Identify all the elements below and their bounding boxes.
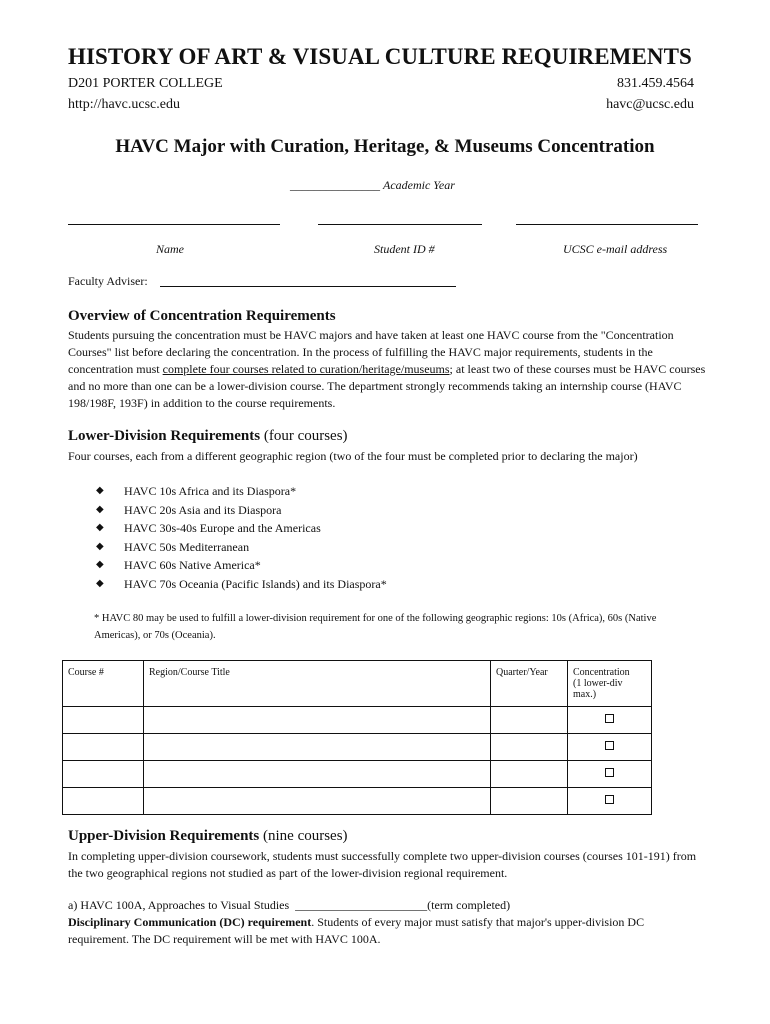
lower-division-item xyxy=(96,501,387,520)
lower-division-item-label: HAVC 70s Oceania (Pacific Islands) and its Diaspora* xyxy=(124,576,387,591)
dc-requirement: Disciplinary Communication (DC) requirement. Students of every major must satisfy that major's upper-division DC requirement. The DC requirement will be met with HAVC 100A. xyxy=(68,915,645,946)
student-id-label: Student ID # xyxy=(374,242,435,256)
bullet-diamond-icon: ◆ xyxy=(96,559,104,570)
header-course-title: Region/Course Title xyxy=(144,661,491,707)
havc-100a-line: a) HAVC 100A, Approaches to Visual Studies ______________________(term completed) xyxy=(68,898,511,912)
course-title-cell[interactable] xyxy=(144,707,491,734)
lower-division-item-label: HAVC 30s-40s Europe and the Americas xyxy=(124,521,321,535)
course-number-cell[interactable] xyxy=(63,734,144,761)
course-title-cell[interactable] xyxy=(144,761,491,788)
term-completed-blank[interactable]: ______________________ xyxy=(295,898,428,912)
bullet-diamond-icon: ◆ xyxy=(96,503,104,515)
overview-underlined-text: complete four courses related to curation/heritage/museums xyxy=(162,362,450,376)
faculty-adviser-label: Faculty Adviser: xyxy=(68,274,148,288)
lower-division-footnote: * HAVC 80 may be used to fulfill a lower-division requirement for one of the following geographic regions: 10s (Africa), 60s (Native Americas), or 70s (Oceania). xyxy=(94,613,657,641)
academic-year-label: Academic Year xyxy=(383,178,455,192)
lower-division-item-label: HAVC 50s Mediterranean xyxy=(124,539,250,554)
document-title: HISTORY OF ART & VISUAL CULTURE REQUIREMENTS xyxy=(68,44,692,69)
student-id-field-line[interactable] xyxy=(318,224,482,225)
lower-division-list xyxy=(96,482,387,593)
concentration-checkbox[interactable] xyxy=(605,714,614,723)
concentration-checkbox[interactable] xyxy=(605,768,614,777)
course-table xyxy=(62,660,652,815)
header-course-number: Course # xyxy=(63,661,144,707)
academic-year-field[interactable] xyxy=(290,178,455,193)
course-title-cell[interactable] xyxy=(144,788,491,815)
header-quarter-year: Quarter/Year xyxy=(491,661,568,707)
lower-division-intro: Four courses, each from a different geographic region (two of the four must be completed prior to declaring the major) xyxy=(68,449,638,463)
concentration-cell xyxy=(568,734,652,761)
website-link[interactable]: http://havc.ucsc.edu xyxy=(68,97,180,112)
email-field-line[interactable] xyxy=(516,224,698,225)
lower-division-heading: Lower-Division Requirements (four courses) xyxy=(68,428,348,444)
lower-division-item-label: HAVC 10s Africa and its Diaspora* xyxy=(124,484,297,498)
quarter-year-cell[interactable] xyxy=(491,788,568,815)
course-number-cell[interactable] xyxy=(63,788,144,815)
table-row xyxy=(63,761,652,788)
course-number-cell[interactable] xyxy=(63,707,144,734)
bullet-diamond-icon: ◆ xyxy=(96,522,104,533)
form-title: HAVC Major with Curation, Heritage, & Museums Concentration xyxy=(115,136,655,157)
bullet-diamond-icon: ◆ xyxy=(96,540,104,552)
faculty-adviser-field-line[interactable] xyxy=(160,286,456,287)
upper-division-intro: In completing upper-division coursework, students must successfully complete two upper-division courses (courses 101-191) from the two geographical regions not studied as part of the lower-division regional requirement. xyxy=(68,849,697,880)
phone-number: 831.459.4564 xyxy=(617,76,694,91)
header-concentration: Concentration (1 lower-div max.) xyxy=(568,661,652,707)
course-number-cell[interactable] xyxy=(63,761,144,788)
quarter-year-cell[interactable] xyxy=(491,707,568,734)
email-link[interactable]: havc@ucsc.edu xyxy=(606,97,694,112)
lower-division-item-label: HAVC 60s Native America* xyxy=(124,558,261,572)
office-location: D201 PORTER COLLEGE xyxy=(68,76,223,91)
concentration-checkbox[interactable] xyxy=(605,741,614,750)
ucsc-email-label: UCSC e-mail address xyxy=(563,242,668,256)
quarter-year-cell[interactable] xyxy=(491,761,568,788)
name-label: Name xyxy=(156,242,184,256)
lower-division-item xyxy=(96,575,387,594)
bullet-diamond-icon: ◆ xyxy=(96,577,104,589)
lower-division-item xyxy=(96,519,387,538)
quarter-year-cell[interactable] xyxy=(491,734,568,761)
overview-paragraph: Students pursuing the concentration must be HAVC majors and have taken at least one HAVC course from the "Concentration Courses" list before declaring the concentration. In the process of fulfilling the HAVC major requirements, students in the concentration must complete four courses related to curation/heritage/museums; at least two of these courses must be HAVC courses and no more than one can be a lower-division course. The department strongly recommends taking an internship course (HAVC 198/198F, 193F) in addition to the course requirements. xyxy=(68,328,706,410)
lower-division-item-label: HAVC 20s Asia and its Diaspora xyxy=(124,502,282,517)
lower-division-item xyxy=(96,538,387,557)
academic-year-blank: _______________ xyxy=(290,178,380,192)
name-field-line[interactable] xyxy=(68,224,280,225)
table-row xyxy=(63,788,652,815)
lower-division-item xyxy=(96,556,387,575)
course-table-header xyxy=(63,661,652,707)
table-row xyxy=(63,734,652,761)
concentration-checkbox[interactable] xyxy=(605,795,614,804)
upper-division-heading: Upper-Division Requirements (nine courses) xyxy=(68,828,348,844)
course-title-cell[interactable] xyxy=(144,734,491,761)
table-row xyxy=(63,707,652,734)
concentration-cell xyxy=(568,761,652,788)
concentration-cell xyxy=(568,788,652,815)
lower-division-item xyxy=(96,482,387,501)
concentration-cell xyxy=(568,707,652,734)
overview-heading: Overview of Concentration Requirements xyxy=(68,308,336,324)
bullet-diamond-icon: ◆ xyxy=(96,485,104,496)
